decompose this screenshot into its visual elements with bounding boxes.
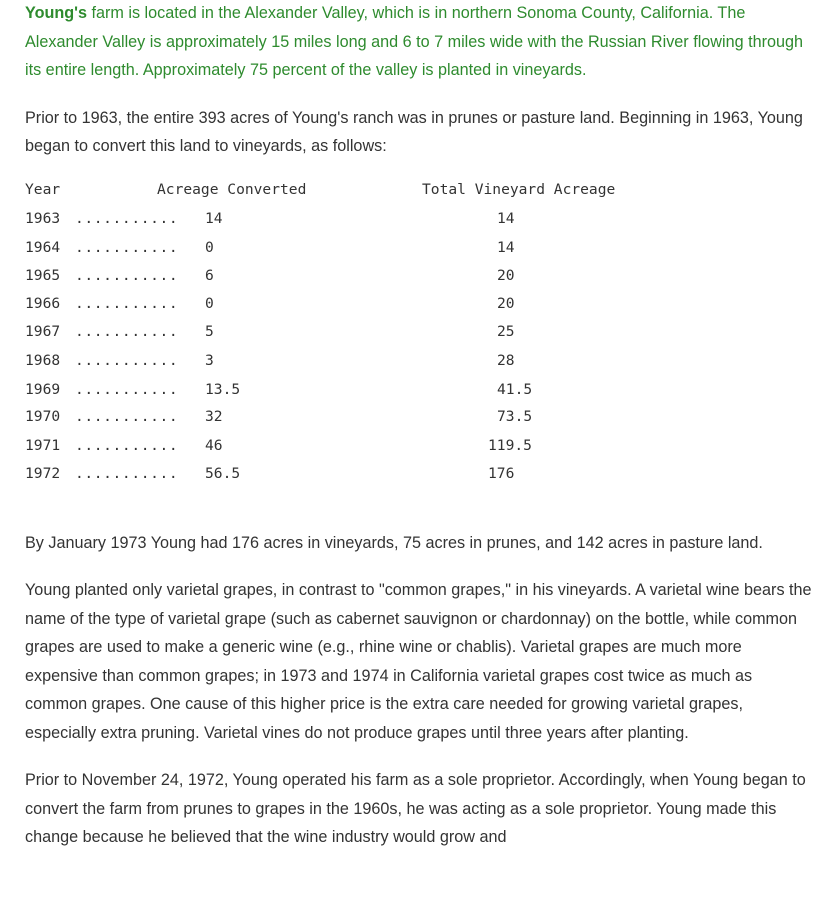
header-total-vineyard-acreage: Total Vineyard Acreage (422, 180, 616, 198)
row-leader-dots: ........... (75, 266, 179, 284)
paragraph-sole-proprietor: Prior to November 24, 1972, Young operated his farm as a sole proprietor. Accordingly, when Young began to convert the farm from prunes to grapes in the 1960s, he was acting as a sole proprietor. Young made this change because he believed that the wine industry would grow and (25, 771, 806, 846)
table-row (25, 351, 725, 371)
table-row (25, 436, 725, 456)
table-row (25, 209, 725, 229)
row-total-vineyard-acreage: 28 (497, 351, 515, 369)
row-total-vineyard-acreage: 41.5 (497, 380, 533, 398)
row-leader-dots: ........... (75, 351, 179, 369)
row-acreage-converted: 3 (205, 351, 214, 369)
row-year: 1971 (25, 436, 61, 454)
table-row (25, 294, 725, 314)
intro-text: farm is located in the Alexander Valley, which is in northern Sonoma County, California. The Alexander Valley is approximately 15 miles long and 6 to 7 miles wide with the Russian River flowing through its entire length. Approximately 75 percent of the valley is planted in vineyards. (25, 4, 803, 79)
document-body (25, 0, 815, 852)
row-acreage-converted: 5 (205, 322, 214, 340)
row-acreage-converted: 6 (205, 266, 214, 284)
row-acreage-converted: 46 (205, 436, 223, 454)
row-leader-dots: ........... (75, 322, 179, 340)
intro-lead-name: Young's (25, 4, 87, 22)
row-leader-dots: ........... (75, 464, 179, 482)
acreage-table-header (25, 180, 725, 200)
table-row (25, 407, 725, 427)
row-year: 1967 (25, 322, 61, 340)
row-leader-dots: ........... (75, 209, 179, 227)
row-year: 1966 (25, 294, 61, 312)
row-leader-dots: ........... (75, 407, 179, 425)
row-total-vineyard-acreage: 73.5 (497, 407, 533, 425)
row-acreage-converted: 0 (205, 238, 214, 256)
table-row (25, 464, 725, 484)
row-leader-dots: ........... (75, 238, 179, 256)
row-acreage-converted: 56.5 (205, 464, 241, 482)
paragraph-january-1973: By January 1973 Young had 176 acres in vineyards, 75 acres in prunes, and 142 acres in pasture land. (25, 533, 763, 552)
row-acreage-converted: 13.5 (205, 380, 241, 398)
row-total-vineyard-acreage: 20 (497, 294, 515, 312)
table-row (25, 266, 725, 286)
row-year: 1964 (25, 238, 61, 256)
row-acreage-converted: 0 (205, 294, 214, 312)
row-year: 1969 (25, 380, 61, 398)
row-year: 1965 (25, 266, 61, 284)
row-leader-dots: ........... (75, 436, 179, 454)
row-total-vineyard-acreage: 119.5 (488, 436, 532, 454)
row-acreage-converted: 14 (205, 209, 223, 227)
row-year: 1963 (25, 209, 61, 227)
row-total-vineyard-acreage: 25 (497, 322, 515, 340)
row-year: 1972 (25, 464, 61, 482)
header-acreage-converted: Acreage Converted (157, 180, 307, 198)
row-total-vineyard-acreage: 176 (488, 464, 515, 482)
row-year: 1968 (25, 351, 61, 369)
row-year: 1970 (25, 407, 61, 425)
table-row (25, 322, 725, 342)
acreage-table (25, 180, 815, 510)
table-row (25, 380, 725, 400)
row-total-vineyard-acreage: 20 (497, 266, 515, 284)
row-total-vineyard-acreage: 14 (497, 238, 515, 256)
intro-paragraph (25, 0, 815, 85)
table-row (25, 238, 725, 258)
row-leader-dots: ........... (75, 294, 179, 312)
paragraph-prior-1963: Prior to 1963, the entire 393 acres of Young's ranch was in prunes or pasture land. Beginning in 1963, Young began to convert this land to vineyards, as follows: (25, 108, 803, 155)
row-leader-dots: ........... (75, 380, 179, 398)
row-total-vineyard-acreage: 14 (497, 209, 515, 227)
paragraph-varietal-grapes: Young planted only varietal grapes, in contrast to "common grapes," in his vineyards. A varietal wine bears the name of the type of varietal grape (such as cabernet sauvignon or chardonnay) on the bottle, while common grapes are used to make a generic wine (e.g., rhine wine or chablis). Varietal grapes are much more expensive than common grapes; in 1973 and 1974 in California varietal grapes cost twice as much as common grapes. One cause of this higher price is the extra care needed for growing varietal grapes, especially extra pruning. Varietal vines do not produce grapes until three years after planting. (25, 581, 812, 742)
row-acreage-converted: 32 (205, 407, 223, 425)
header-year: Year (25, 180, 61, 198)
